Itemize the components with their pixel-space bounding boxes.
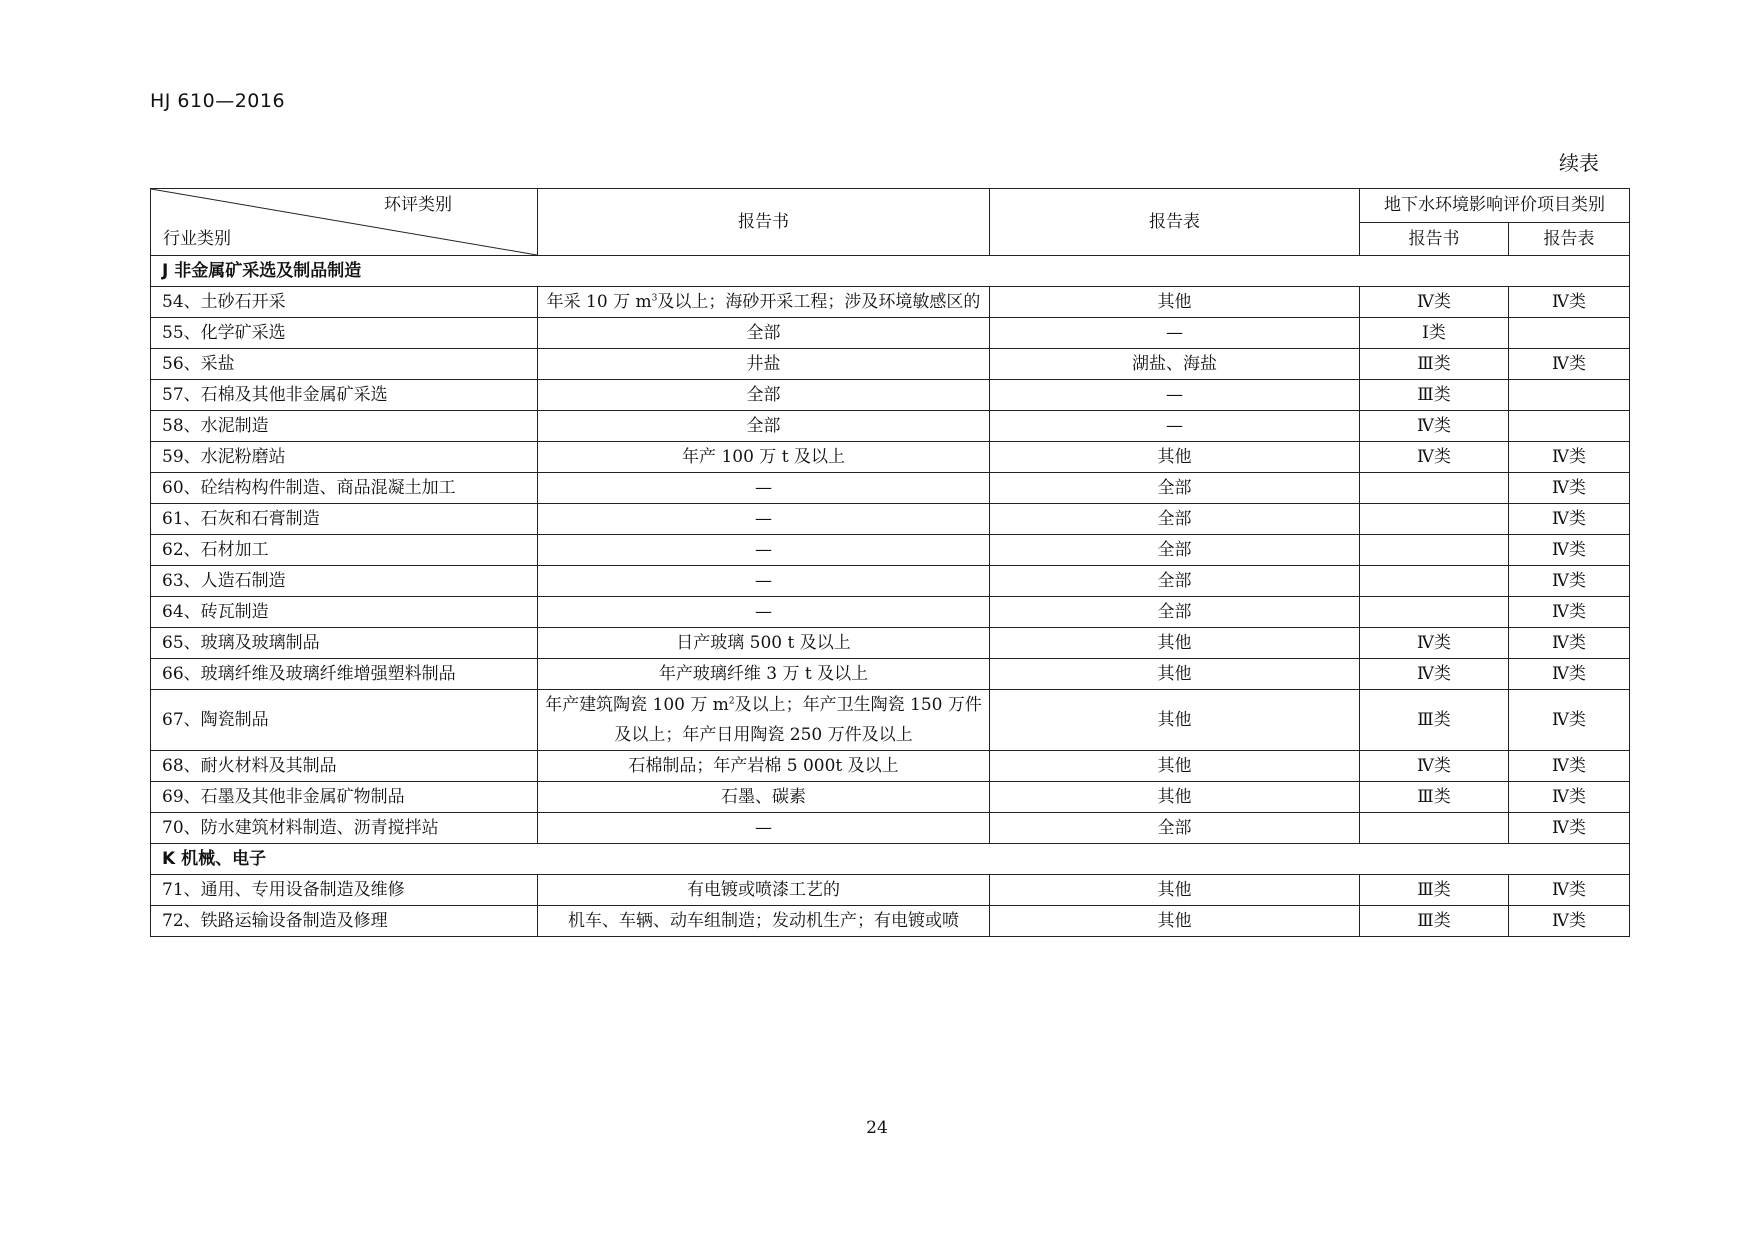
industry-cell: 67、陶瓷制品 [151,690,538,751]
table-row [151,535,1630,566]
table-row [151,504,1630,535]
gw-report-form-cell: Ⅳ类 [1509,566,1630,597]
industry-cell: 59、水泥粉磨站 [151,442,538,473]
industry-cell: 56、采盐 [151,349,538,380]
gw-report-book-cell: Ⅰ类 [1360,318,1509,349]
industry-cell: 64、砖瓦制造 [151,597,538,628]
document-code: HJ 610—2016 [150,90,286,112]
gw-report-form-cell: Ⅳ类 [1509,473,1630,504]
report-book-cell: 全部 [538,318,990,349]
gw-report-form-cell: Ⅳ类 [1509,906,1630,937]
table-header-row [151,189,1630,223]
gw-report-book-cell: Ⅲ类 [1360,690,1509,751]
report-form-cell: 全部 [990,813,1360,844]
industry-cell: 65、玻璃及玻璃制品 [151,628,538,659]
report-book-cell: — [538,504,990,535]
gw-report-form-cell: Ⅳ类 [1509,349,1630,380]
report-form-cell: 其他 [990,690,1360,751]
report-book-cell: 石棉制品；年产岩棉 5 000t 及以上 [538,751,990,782]
report-book-cell: 全部 [538,380,990,411]
header-gw-report-form: 报告表 [1509,222,1630,256]
report-book-cell: 日产玻璃 500 t 及以上 [538,628,990,659]
gw-report-form-cell: Ⅳ类 [1509,504,1630,535]
header-report-form: 报告表 [990,189,1360,256]
report-book-cell: 年产 100 万 t 及以上 [538,442,990,473]
gw-report-book-cell [1360,473,1509,504]
header-industry-category: 行业类别 [163,229,231,249]
industry-cell: 61、石灰和石膏制造 [151,504,538,535]
page-number: 24 [866,1118,888,1138]
header-eia-category: 环评类别 [384,195,452,215]
unit-superscript: 3 [651,293,658,304]
industry-cell: 69、石墨及其他非金属矿物制品 [151,782,538,813]
industry-cell: 57、石棉及其他非金属矿采选 [151,380,538,411]
header-groundwater-group: 地下水环境影响评价项目类别 [1360,189,1630,223]
gw-report-form-cell: Ⅳ类 [1509,659,1630,690]
gw-report-form-cell: Ⅳ类 [1509,690,1630,751]
table-row [151,349,1630,380]
table-row [151,906,1630,937]
diagonal-header-cell [151,189,538,256]
industry-cell: 66、玻璃纤维及玻璃纤维增强塑料制品 [151,659,538,690]
gw-report-form-cell: Ⅳ类 [1509,597,1630,628]
report-book-cell: 有电镀或喷漆工艺的 [538,875,990,906]
report-book-text: 及以上；年产卫生陶瓷 150 万件及以上；年产日用陶瓷 250 万件及以上 [614,695,982,745]
report-book-cell: — [538,597,990,628]
unit-superscript: 2 [728,696,735,707]
report-form-cell: — [990,380,1360,411]
table-row [151,782,1630,813]
gw-report-form-cell [1509,411,1630,442]
table-row [151,659,1630,690]
industry-cell: 70、防水建筑材料制造、沥青搅拌站 [151,813,538,844]
report-book-cell [538,690,990,751]
report-form-cell: 其他 [990,782,1360,813]
report-form-cell: 其他 [990,442,1360,473]
report-form-cell: 全部 [990,566,1360,597]
report-form-cell: 全部 [990,597,1360,628]
gw-report-book-cell: Ⅲ类 [1360,380,1509,411]
gw-report-book-cell: Ⅲ类 [1360,782,1509,813]
report-form-cell: 其他 [990,628,1360,659]
classification-table [150,188,1630,937]
report-form-cell: 其他 [990,875,1360,906]
report-book-cell: — [538,473,990,504]
table-row [151,318,1630,349]
industry-cell: 58、水泥制造 [151,411,538,442]
report-book-cell [538,287,990,318]
header-gw-report-book: 报告书 [1360,222,1509,256]
report-form-cell: — [990,411,1360,442]
gw-report-book-cell: Ⅳ类 [1360,751,1509,782]
gw-report-book-cell: Ⅳ类 [1360,442,1509,473]
gw-report-book-cell [1360,597,1509,628]
report-form-cell: 其他 [990,751,1360,782]
table-row [151,566,1630,597]
table-row [151,473,1630,504]
table-row [151,411,1630,442]
report-book-text: 及以上；海砂开采工程；涉及环境敏感区的 [657,292,981,312]
gw-report-book-cell: Ⅳ类 [1360,628,1509,659]
section-row [151,256,1630,287]
industry-cell: 63、人造石制造 [151,566,538,597]
continued-table-label: 续表 [1559,151,1599,175]
industry-cell: 62、石材加工 [151,535,538,566]
gw-report-form-cell [1509,380,1630,411]
table-row [151,813,1630,844]
gw-report-form-cell: Ⅳ类 [1509,875,1630,906]
gw-report-book-cell: Ⅲ类 [1360,906,1509,937]
section-title: K 机械、电子 [151,844,1630,875]
report-book-cell: — [538,535,990,566]
table-row [151,875,1630,906]
report-form-cell: 其他 [990,906,1360,937]
header-report-book: 报告书 [538,189,990,256]
gw-report-book-cell [1360,813,1509,844]
report-book-cell: — [538,566,990,597]
gw-report-book-cell: Ⅲ类 [1360,875,1509,906]
gw-report-form-cell: Ⅳ类 [1509,751,1630,782]
gw-report-form-cell: Ⅳ类 [1509,782,1630,813]
table-row [151,751,1630,782]
gw-report-form-cell: Ⅳ类 [1509,287,1630,318]
table-row [151,597,1630,628]
gw-report-form-cell: Ⅳ类 [1509,628,1630,659]
report-book-cell: 全部 [538,411,990,442]
industry-cell: 55、化学矿采选 [151,318,538,349]
table-row [151,287,1630,318]
gw-report-form-cell: Ⅳ类 [1509,535,1630,566]
report-book-cell: — [538,813,990,844]
report-book-cell: 石墨、碳素 [538,782,990,813]
gw-report-book-cell [1360,504,1509,535]
table-row [151,628,1630,659]
gw-report-book-cell: Ⅳ类 [1360,411,1509,442]
report-book-text: 年产建筑陶瓷 100 万 m [545,695,729,715]
gw-report-form-cell [1509,318,1630,349]
report-form-cell: 全部 [990,504,1360,535]
industry-cell: 54、土砂石开采 [151,287,538,318]
section-title: J 非金属矿采选及制品制造 [151,256,1630,287]
report-book-cell: 年产玻璃纤维 3 万 t 及以上 [538,659,990,690]
table-row [151,690,1630,751]
industry-cell: 71、通用、专用设备制造及维修 [151,875,538,906]
gw-report-book-cell: Ⅳ类 [1360,287,1509,318]
report-book-cell: 机车、车辆、动车组制造；发动机生产；有电镀或喷 [538,906,990,937]
section-row [151,844,1630,875]
report-form-cell: 其他 [990,287,1360,318]
table-row [151,380,1630,411]
report-form-cell: 其他 [990,659,1360,690]
report-book-cell: 井盐 [538,349,990,380]
gw-report-book-cell: Ⅲ类 [1360,349,1509,380]
report-form-cell: 全部 [990,473,1360,504]
industry-cell: 60、砼结构构件制造、商品混凝土加工 [151,473,538,504]
report-form-cell: — [990,318,1360,349]
gw-report-book-cell: Ⅳ类 [1360,659,1509,690]
industry-cell: 72、铁路运输设备制造及修理 [151,906,538,937]
report-form-cell: 全部 [990,535,1360,566]
gw-report-form-cell: Ⅳ类 [1509,442,1630,473]
gw-report-book-cell [1360,535,1509,566]
table-row [151,442,1630,473]
report-book-text: 年采 10 万 m [546,292,652,312]
industry-cell: 68、耐火材料及其制品 [151,751,538,782]
gw-report-book-cell [1360,566,1509,597]
report-form-cell: 湖盐、海盐 [990,349,1360,380]
gw-report-form-cell: Ⅳ类 [1509,813,1630,844]
